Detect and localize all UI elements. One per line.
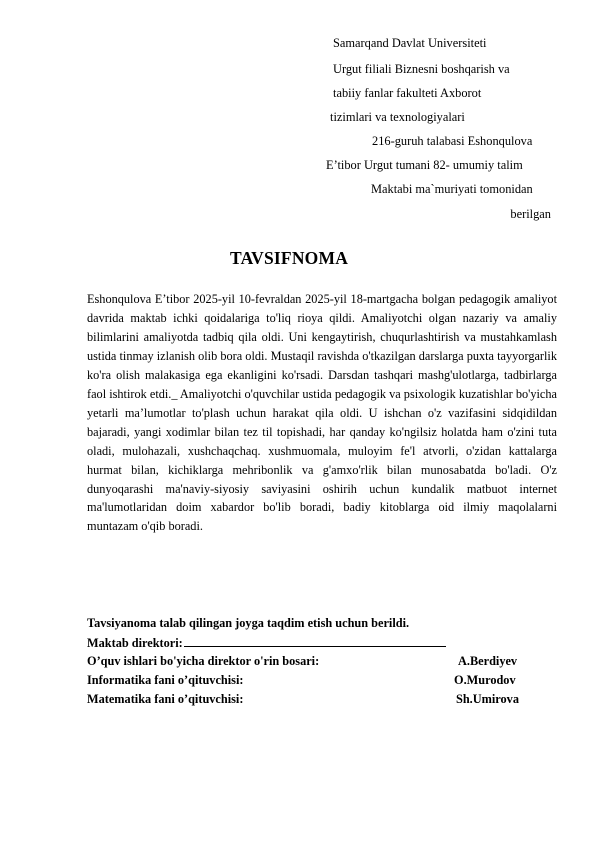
address-line-given: berilgan [510, 207, 551, 221]
math-teacher-label: Matematika fani o’qituvchisi: [87, 692, 244, 706]
address-line-student-group: 216-guruh talabasi Eshonqulova [372, 134, 533, 148]
issued-statement [87, 616, 557, 631]
address-line-administration: Maktabi ma`muriyati tomonidan [371, 182, 533, 196]
informatics-teacher-line [87, 673, 557, 688]
address-line-university: Samarqand Davlat Universiteti [333, 36, 487, 50]
document-title: TAVSIFNOMA [230, 248, 349, 268]
informatics-teacher-label: Informatika fani o’qituvchisi: [87, 673, 244, 687]
reference-body-paragraph: Eshonqulova E’tibor 2025-yil 10-fevraldan 2025-yil 18-martgacha bolgan pedagogik amaliyot davrida maktab ichki qoidalariga to'liq rioya qildi. Amaliyotchi olgan nazariy va amaliy bilimlarini amaliyotda tadbiq qila oldi. Uni kengaytirish, chuqurlashtirish va mustahkamlash ustida tinmay izlanish olib bora oldi. Mustaqil ravishda o'tkazilgan darslarga puxta tayyorgarlik ko'ra olish malakasiga ega ekanligini ko'rsadi. Darsdan tashqari mashg'ulotlarga, tadbirlarga faol ishtirok etdi._ Amaliyotchi o'quvchilar ustida pedagogik va psixologik kuzatishlar bo'yicha yetarli ma’lumotlar to'plash uchun harakat qila oldi. U ishchan o'z vazifasini sidqidildan bajaradi, yangi xodimlar bilan tez til topishadi, har qanday ko'ngilsiz holatda ham o'zini tuta oladi, mulohazali, xushchaqchaq. xushmuomala, muloyim fe'l atvorli, o'zidan kattalarga hurmat bilan, kichiklarga mehribonlik va g'amxo'rlik bilan munosabatda bo'ladi. O'z dunyoqarashi ma'naviy-siyosiy saviyasini oshirih uchun kundalik matbuot internet ma'lumotlaridan doim xabardor bo'lib boradi, badiy kitoblarga oid ilmiy maqolalarni muntazam o'qib boradi. [87, 292, 557, 534]
math-teacher-name: Sh.Umirova [456, 692, 519, 706]
deputy-name: A.Berdiyev [458, 654, 518, 668]
address-line-department: tizimlari va texnologiyalari [330, 110, 465, 124]
math-teacher-line [87, 692, 557, 707]
signature-underline [184, 634, 446, 647]
director-signature-line [87, 634, 557, 651]
director-label: Maktab direktori: [87, 636, 183, 650]
address-line-student-school: E’tibor Urgut tumani 82- umumiy talim [326, 158, 523, 172]
deputy-label: O’quv ishlari bo'yicha direktor o'rin bosari: [87, 654, 320, 668]
deputy-signature-line [87, 654, 557, 669]
address-line-branch: Urgut filiali Biznesni boshqarish va [333, 62, 510, 76]
address-line-faculty: tabiiy fanlar fakulteti Axborot [333, 86, 482, 100]
informatics-teacher-name: O.Murodov [454, 673, 516, 687]
issued-statement-text: Tavsiyanoma talab qilingan joyga taqdim etish uchun berildi. [87, 616, 410, 630]
